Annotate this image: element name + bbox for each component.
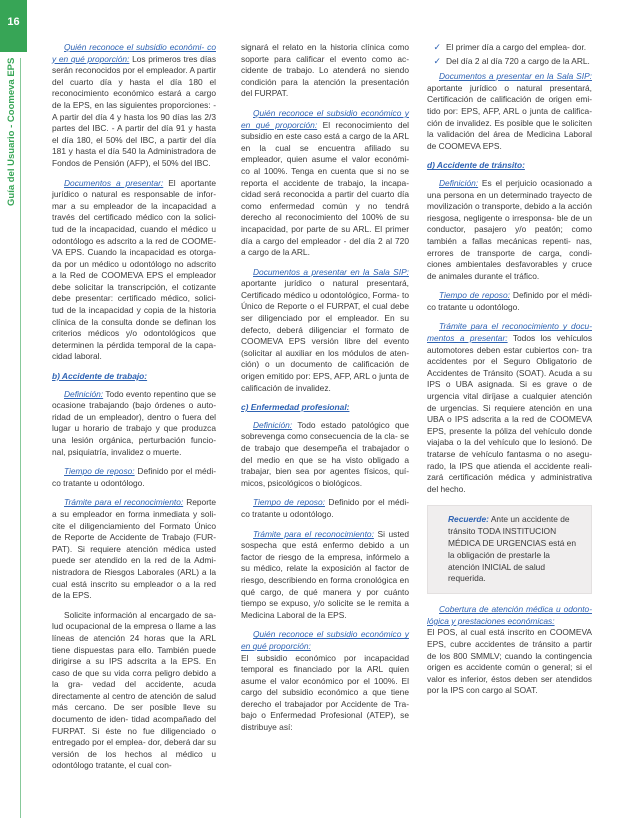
paragraph-text: El aportante jurídico o natural es responsable de infor- mar a su empleador de la incapacidad a través del certificado médico con la solici- tud de la incapacidad, cuando el médico u odontólogo es adscrito a la red de COOME- VA EPS. Cuando la incapacidad es otorga- da por un médico u odontólogo no adscrito a la Red de COOMEVA EPS el empleador debe solicitar la transcripción, el cotizante debe presentar: certificado médico, solici- tud de la incapacidad y copia de la historia clínica de la consulta donde se definan los criterios médicos y/o odontológicos que determinen la pérdida temporal de la capa- cidad laboral. xyxy=(52,177,216,362)
subheading: Documentos a presentar en la Sala SIP: xyxy=(253,266,409,277)
paragraph xyxy=(52,466,216,489)
paragraph: signará el relato en la historia clínica como soporte para calificar el evento como ac- cidente de trabajo. Lo atenderá no siendo condición para la atención la presentación del FURPAT. xyxy=(241,42,409,99)
paragraph xyxy=(52,42,216,170)
paragraph-text: El subsidio económico por incapacidad temporal es financiado por la ARL quien asume el valor económico por el 100%. El cargo del subsidio económico a que tiene derecho el trabajador por Accidente de Tra- bajo o Enfermedad Profesional (ATEP), se distribuye así: xyxy=(241,652,409,733)
paragraph-text: Definido por el médi- co tratante u odontólogo. xyxy=(427,290,592,312)
reminder-note xyxy=(427,505,592,594)
section-heading-c: c) Enfermedad profesional: xyxy=(241,402,350,413)
note-text: Ante un accidente de tránsito TODA INSTITUCION MÉDICA DE URGENCIAS está en la obligación de prestarle la atención INICIAL de salud requerida. xyxy=(448,514,576,584)
subheading: Definición: xyxy=(253,419,293,430)
paragraph-text: aportante jurídico o natural presentará, Certificado médico u odontológico, Forma- to Único de Reporte o el FURPAT, el cual debe ser diligenciado por el empleador. En su defecto, deberá diligenciar el formato de COOMEVA EPS versión libre del evento (solicitar al auxiliar en los módulos de aten- ción) o un documento de calificación de origen emitido por: EPS, AFP, ARL o junta de calificación de invalidez. xyxy=(241,278,409,393)
paragraph xyxy=(52,497,216,601)
subheading: Definición: xyxy=(439,177,479,188)
paragraph xyxy=(427,321,592,495)
paragraph xyxy=(427,604,592,697)
list-item xyxy=(427,42,592,54)
paragraph xyxy=(241,529,409,622)
subheading: Tiempo de reposo: xyxy=(439,290,510,301)
paragraph xyxy=(241,420,409,490)
subheading: Tiempo de reposo: xyxy=(253,497,325,508)
paragraph xyxy=(427,290,592,313)
checkmark-icon: ✓ xyxy=(433,42,441,52)
section-heading-b: b) Accidente de trabajo: xyxy=(52,371,148,382)
paragraph xyxy=(427,71,592,152)
paragraph-text: Todos los vehículos automotores deben estar cubiertos con- tra accidentes por el Seguro Obligatorio de Accidentes de Tránsito (SOAT). Acuda a su IPS o UBA asignada. Si es grave o de urgencia vital diríjase a cualquier atención de urgencias. Si requiere atención en una UBA o IPS adscrita a la red de COOMEVA EPS, presente la póliza del vehículo donde viajaba o la del vehículo que lo lesionó. De tratarse de vehículo fantasma o no asegu- rado, la IPS que atienda el accidente reali- zará certificación médica y administrativa del hecho. xyxy=(427,333,593,494)
paragraph xyxy=(52,389,216,459)
paragraph xyxy=(52,178,216,364)
column-3 xyxy=(427,42,592,705)
note-label: Recuerde: xyxy=(448,514,489,525)
side-title: Guía del Usuario - Coomeva EPS xyxy=(6,58,17,207)
paragraph-text: aportante jurídico o natural presentará, Certificación de calificación de origen emi- tido por: EPS, AFP, ARL o junta de califica- ción de invalidez. Es posible que le soliciten la validación del área de Medicina Laboral de COOMEVA EPS. xyxy=(427,82,592,151)
subheading: Tiempo de reposo: xyxy=(64,466,135,477)
subheading: Definición: xyxy=(64,388,104,399)
subheading: Documentos a presentar: xyxy=(64,177,164,188)
list-item-text: El primer día a cargo del emplea- dor. xyxy=(446,42,587,52)
paragraph xyxy=(241,267,409,395)
subheading: Cobertura de atención médica u odonto- lógica y prestaciones económicas: xyxy=(427,604,592,626)
subheading: Quién reconoce el subsidio económi- co y en qué proporción: xyxy=(52,42,216,64)
paragraph-text: Reporte a su empleador en forma inmediata y soli- cite el diligenciamiento del Formato Único de Reporte de Accidente de Trabajo (FUR- PAT). Si requiere atención médica usted puede ser atendido en la red de la Admi- nistradora de Riesgos Laborales (ARL) a la cual está inscrito su empleador o a la red de la EPS. xyxy=(52,497,216,601)
paragraph-text: Todo estado patológico que sobrevenga como consecuencia de la cla- se de trabajo que desempeña el trabajador o del medio en que se ha visto obligado a trabajar, bien sea por agentes físicos, quí- micos, psicológicos o biológicos. xyxy=(241,419,409,488)
paragraph xyxy=(427,178,592,282)
subheading: Documentos a presentar en la Sala SIP: xyxy=(439,71,592,82)
paragraph-text: El POS, al cual está inscrito en COOMEVA EPS, cubre accidentes de tránsito a partir de los 800 SMMLV; cuando la contingencia origen es accidente común o general; si el valor es inferior, éstos deben ser atendidos por la IPS con cargo al SOAT. xyxy=(427,627,592,696)
paragraph xyxy=(241,629,409,733)
paragraph xyxy=(241,108,409,259)
paragraph-text: Todo evento repentino que se ocasione trabajando (bajo órdenes o auto- ridad de un empleador), dentro o fuera del lugar u horario de trabajo y que produzca una lesión orgánica, perturbación funcio- nal, psiquiatría, invalidez o muerte. xyxy=(52,388,216,457)
subheading: Quién reconoce el subsidio económico y en qué proporción: xyxy=(241,107,409,130)
subheading: Trámite para el reconocimiento: xyxy=(253,528,374,539)
paragraph-text: Si usted sospecha que está enfermo debido a un factor de riesgo de la empresa, infórmelo a su médico, relate la exposición al factor de riesgo, describiendo en forma cronológica en qué cargo, de qué manera y por cuánto tiempo se expuso, y/o solicite se le remita a Medicina Laboral de la EPS. xyxy=(241,528,409,620)
subheading: Trámite para el reconocimiento y docu- mentos a presentar: xyxy=(427,321,592,344)
list-item-text: Del día 2 al día 720 a cargo de la ARL. xyxy=(446,55,590,66)
paragraph-text: Es el perjuicio ocasionado a una persona en un determinado trayecto de movilización o transporte, debido a la acción riesgosa, negligente o irresponsa- ble de un conductor, pasajero y/o peatón; como también a fallas mecánicas repenti- nas, errores de transporte de carga, condi- ciones ambientales desfavorables y cruce de animales durante el tráfico. xyxy=(427,177,592,281)
paragraph: Solicite información al encargado de sa- lud ocupacional de la empresa o llame a las líneas de atención 24 horas que la ARL tiene dispuestas para ello. También puede dirigirse a su IPS adscrita a la EPS. En caso de que su vida corra peligro debido a la gra- vedad del accidente, acuda directamente al centro de atención de salud más cercano. De ser posible lleve su documento de iden- tidad acompañado del FURPAT. Si éste no fue diligenciado o entregado por el emplea- dor, deberá dar su versión de los hechos al médico u odontólogo tratante, el cual con- xyxy=(52,609,216,771)
paragraph-text: Definido por el médi- co tratante u odontólogo. xyxy=(52,466,216,488)
page-number: 16 xyxy=(0,0,27,52)
column-2 xyxy=(241,42,409,742)
list-item xyxy=(427,56,592,68)
paragraph-text: Definido por el médi- co tratante u odontólogo. xyxy=(241,497,409,519)
subheading: Trámite para el reconocimiento: xyxy=(64,497,184,508)
side-divider xyxy=(20,58,21,818)
column-1 xyxy=(52,42,216,780)
paragraph-text: Los primeros tres días serán reconocidos por el empleador. A partir del cuarto día y hasta el día 180 el reconocimiento económico estará a cargo de la EPS, en las siguientes proporciones: - A partir del día 4 y hasta los 90 días las 2/3 partes del IBC. - A partir del día 91 y hasta el día 180, el 50% del IBC, a partir del día 181 y hasta el día 540 la Administradora de Fondos de Pensión (AFP), el 50% del IBC. xyxy=(52,53,217,168)
paragraph xyxy=(241,497,409,520)
paragraph-text: El reconocimiento del subsidio en este caso está a cargo de la ARL en la cual se encuentra afiliado su empleador, quien asume el valor económi- co al 100%. Tenga en cuenta que si no se reporta el accidente de trabajo, la incapa- cidad será reconocida a partir del cuarto día como enfermedad común y no tendrá derecho al reconocimiento del 100% de su incapacidad, por parte de su ARL. El primer día a cargo del empleador - del día 2 al 720 a cargo de la ARL. xyxy=(241,119,410,258)
section-heading-d: d) Accidente de tránsito: xyxy=(427,160,525,171)
checkmark-icon: ✓ xyxy=(433,55,441,66)
subheading: Quién reconoce el subsidio económico y en qué proporción: xyxy=(241,629,409,651)
